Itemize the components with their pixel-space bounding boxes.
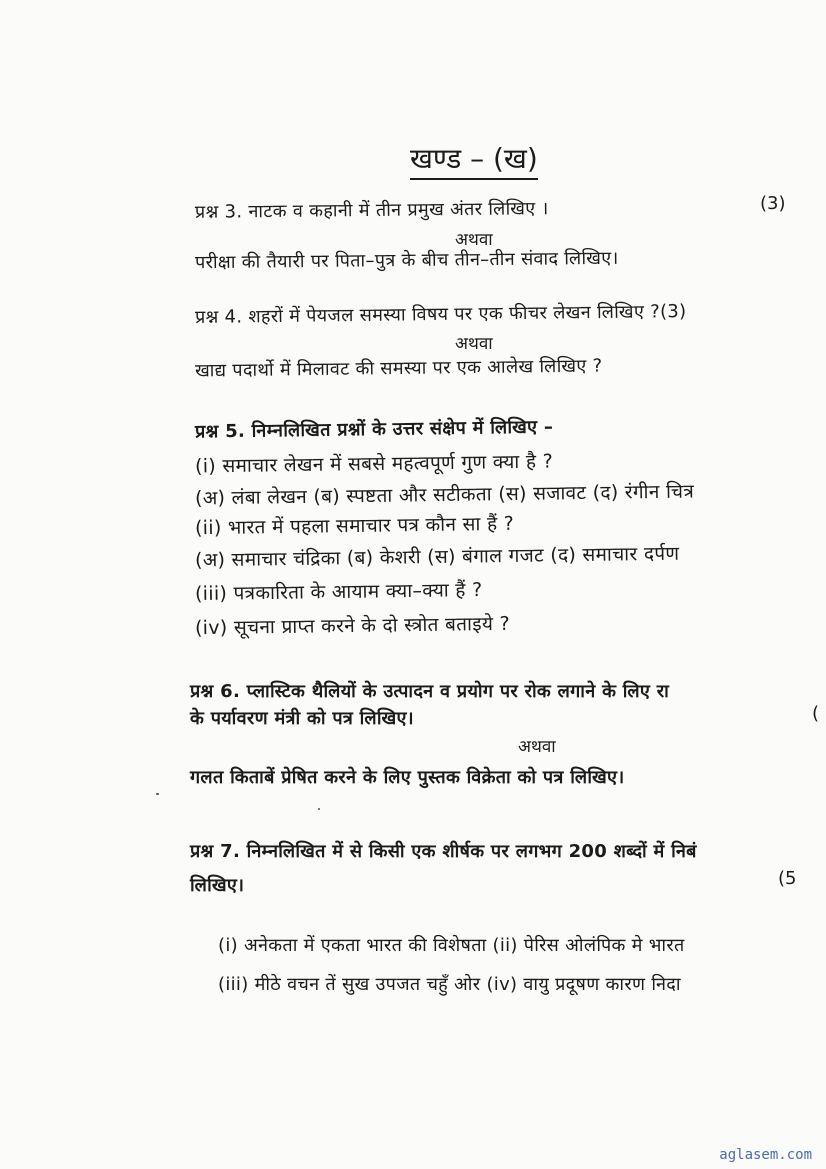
scan-speck (156, 793, 159, 795)
q6-text: प्रश्न 6. प्लास्टिक थैलियों के उत्पादन व प्रयोग पर रोक लगाने के लिए रा (190, 681, 670, 702)
q5-sub-i-options: (अ) लंबा लेखन (ब) स्पष्टता और सटीकता (स) सजावट (द) रंगीन चित्र (194, 480, 695, 510)
q7-topics-line-1: (i) अनेकता में एकता भारत की विशेषता (ii) पेरिस ओलंपिक मे भारत (218, 935, 685, 956)
q7-text-cont: लिखिए। (190, 875, 245, 896)
q5-sub-ii-options: (अ) समाचार चंद्रिका (ब) केशरी (स) बंगाल गजट (द) समाचार दर्पण (194, 542, 680, 572)
q5-sub-ii: (ii) भारत में पहला समाचार पत्र कौन सा हैं ? (194, 512, 515, 540)
q5-text: प्रश्न 5. निम्नलिखित प्रश्नों के उत्तर संक्षेप में लिखिए – (194, 416, 554, 443)
q7-text: प्रश्न 7. निम्नलिखित में से किसी एक शीर्षक पर लगभग 200 शब्दों में निबं (190, 841, 697, 862)
q6-text-cont: के पर्यावरण मंत्री को पत्र लिखिए। (190, 708, 414, 729)
q6-or: अथवा (518, 737, 556, 757)
q5-sub-iv: (iv) सूचना प्राप्त करने के दो स्त्रोत बताइये ? (194, 612, 511, 640)
q4-alt-text: खाद्य पदार्थो में मिलावट की समस्या पर एक आलेख लिखिए ? (194, 355, 603, 382)
q4-text: प्रश्न 4. शहरों में पेयजल समस्या विषय पर एक फीचर लेखन लिखिए ?(3) (194, 300, 687, 329)
q3-marks: (3) (760, 193, 786, 214)
q5-sub-i: (i) समाचार लेखन में सबसे महत्वपूर्ण गुण क्या है ? (194, 450, 554, 478)
q7-topics-line-2: (iii) मीठे वचन तें सुख उपजत चहुँ ओर (iv) वायु प्रदूषण कारण निदा (218, 974, 681, 995)
q4-or: अथवा (455, 334, 493, 354)
q3-alt-text: परीक्षा की तैयारी पर पिता–पुत्र के बीच तीन–तीन संवाद लिखिए। (194, 247, 619, 274)
q5-sub-iii: (iii) पत्रकारिता के आयाम क्या–क्या हैं ? (194, 578, 483, 606)
watermark: aglasem.com (719, 1147, 812, 1163)
q3-or: अथवा (455, 230, 493, 250)
q3-text: प्रश्न 3. नाटक व कहानी में तीन प्रमुख अंतर लिखिए । (194, 198, 549, 223)
scan-speck (318, 808, 320, 810)
q7-marks: (5 (778, 868, 797, 889)
q6-alt-text: गलत किताबें प्रेषित करने के लिए पुस्तक विक्रेता को पत्र लिखिए। (190, 767, 625, 788)
q6-marks: ( (812, 703, 820, 724)
section-heading: खण्ड – (ख) (410, 142, 538, 180)
